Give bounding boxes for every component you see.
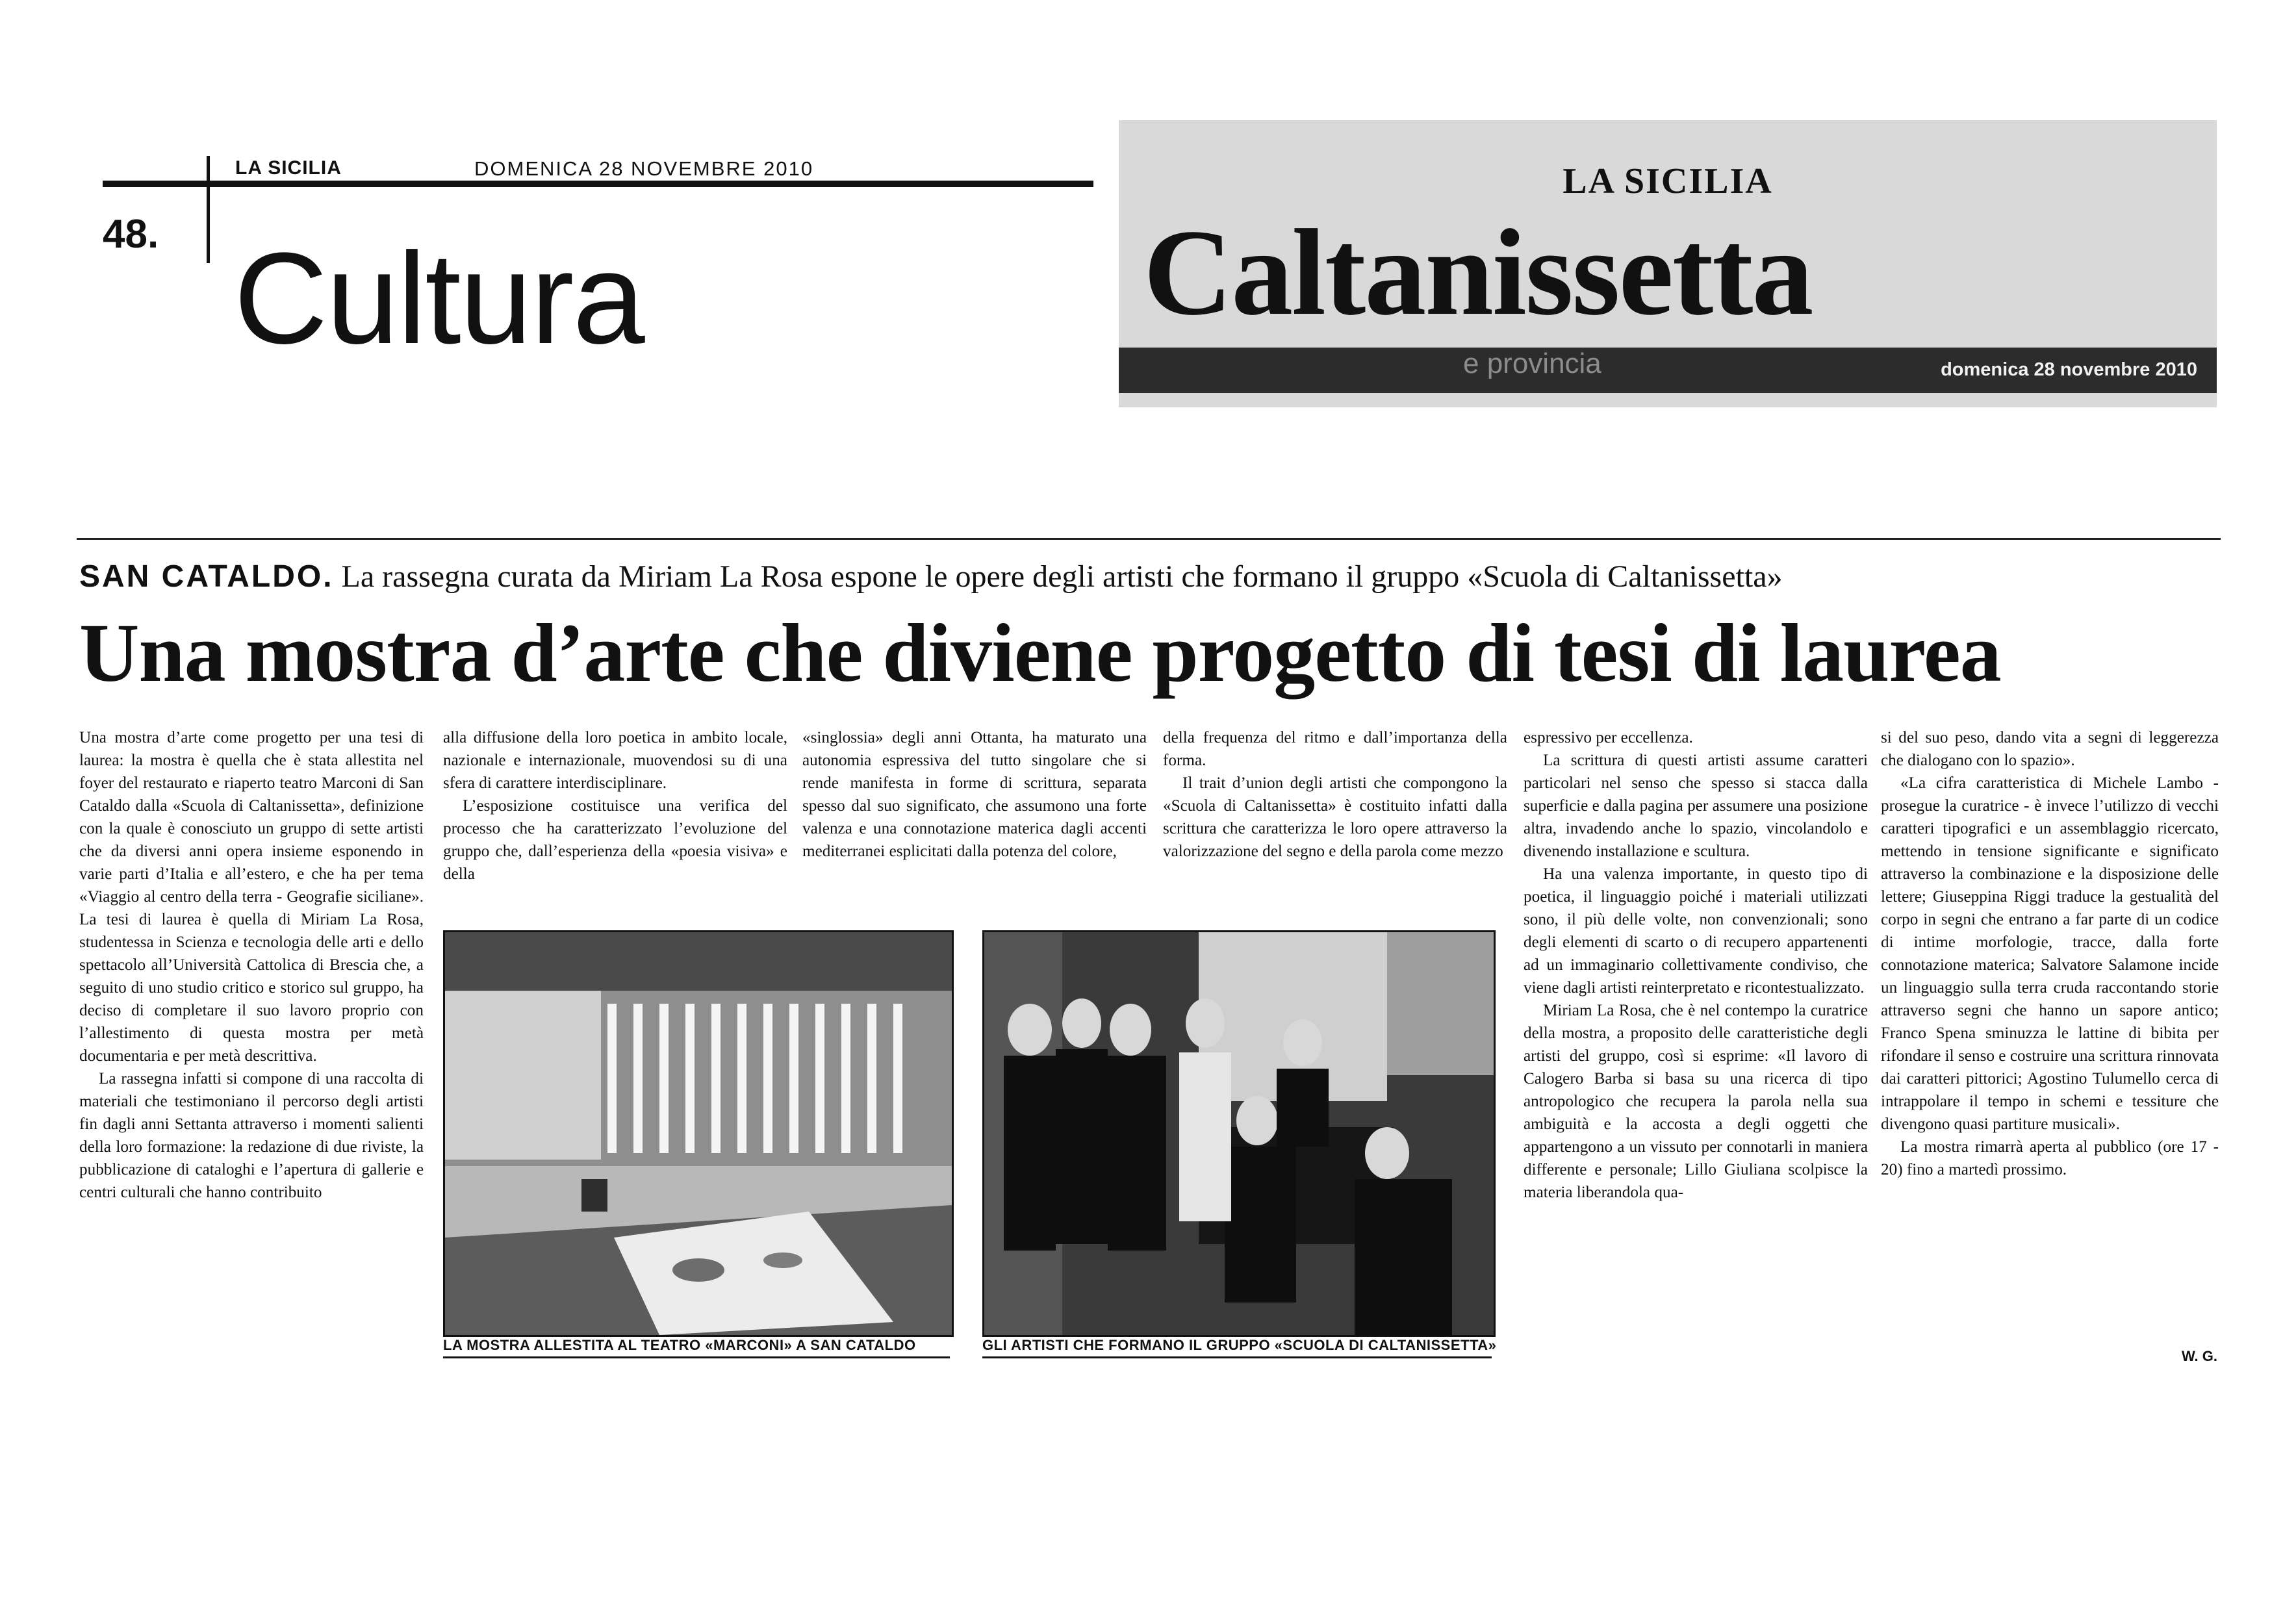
article-column-1 xyxy=(79,726,424,1376)
author-signature: W. G. xyxy=(2182,1348,2217,1364)
artists-photo xyxy=(982,930,1496,1337)
header-date: DOMENICA 28 NOVEMBRE 2010 xyxy=(474,157,814,180)
artists-photo-illustration xyxy=(984,932,1494,1335)
paragraph: alla diffusione della loro poetica in ambito locale, nazionale e internazionale, muovendosi su di una sfera di carattere interdisciplinare. xyxy=(443,729,787,792)
paragraph: della frequenza del ritmo e dall’importanza della forma. xyxy=(1163,729,1507,769)
paragraph: Il trait d’union degli artisti che compongono la «Scuola di Caltanissetta» è costituito infatti dalla scrittura che caratterizza le loro opere attraverso la valorizzazione del segno e della parola come mezzo xyxy=(1163,774,1507,860)
paragraph: «La cifra caratteristica di Michele Lambo - prosegue la curatrice - è invece l’utilizzo di vecchi caratteri tipografici e un assemblaggio ricercato, mettendo in tensione significante e significato attraverso la combinazione e la disposizione delle lettere; Giuseppina Riggi traduce la gestualità del corpo in segni che entrano a far parte di un codice di intime morfologie, tracce, dalla forte connotazione materica; Salvatore Salamone incide un linguaggio sulla terra cruda raccontando storie attraverso segni che hanno un sapore antico; Franco Spena sminuzza le lattine di bibita per rifondare il senso e costruire una scrittura rinnovata dai caratteri pittorici; Agostino Tulumello cerca di intrappolare il tempo in schemi e tessiture che divengono quasi partiture musicali». xyxy=(1881,774,2219,1133)
caption-rule-2 xyxy=(982,1356,1492,1358)
paragraph: Miriam La Rosa, che è nel contempo la curatrice della mostra, a proposito delle caratteristiche degli artisti del gruppo, così si esprime: «Il lavoro di Calogero Barba si basa su una ricerca di tipo antropologico che recupera la parola nella sua ambiguità e la accosta a degli oggetti che appartengono a un vissuto per connotarli in maniera differente e personale; Lillo Giuliana scolpisce la materia liberandola qua- xyxy=(1524,1002,1868,1201)
paragraph: L’esposizione costituisce una verifica del processo che ha caratterizzato l’evoluzione del gruppo che, dall’esperienza della «poesia visiva» e della xyxy=(443,797,787,883)
article-column-4 xyxy=(1163,726,1507,934)
article-top-rule xyxy=(77,538,2221,540)
article-column-3 xyxy=(802,726,1147,934)
masthead-city: Caltanissetta xyxy=(1143,205,1813,341)
page-number: 48. xyxy=(103,212,159,257)
masthead-subtitle: e provincia xyxy=(1463,348,1601,379)
article-column-6 xyxy=(1881,726,2219,1376)
exhibition-photo-caption: LA MOSTRA ALLESTITA AL TEATRO «MARCONI» A SAN CATALDO xyxy=(443,1337,916,1353)
masthead-date: domenica 28 novembre 2010 xyxy=(1941,359,2197,380)
header-divider xyxy=(207,156,210,263)
article-column-5 xyxy=(1524,726,1868,1376)
section-title: Cultura xyxy=(234,226,644,371)
paragraph: La rassegna infatti si compone di una raccolta di materiali che testimoniano il percorso degli artisti fin dagli anni Settanta attraverso i momenti salienti della loro formazione: la redazione di due riviste, la pubblicazione di cataloghi e l’apertura di gallerie e centri culturali che hanno contribuito xyxy=(79,1070,424,1201)
header-rule xyxy=(103,181,1093,187)
masthead-paper-name: LA SICILIA xyxy=(1563,161,1773,201)
masthead xyxy=(1119,120,2217,407)
header-paper-name: LA SICILIA xyxy=(235,157,342,179)
paragraph: «singlossia» degli anni Ottanta, ha maturato una autonomia espressiva del tutto singolare che si rende manifesta in forme di scrittura, separata spesso dal suo significato, che assumono una forte valenza e una connotazione materica dagli accenti mediterranei esplicitati dalla potenza del colore, xyxy=(802,729,1147,860)
kicker-text: La rassegna curata da Miriam La Rosa espone le opere degli artisti che formano il gruppo «Scuola di Caltanissetta» xyxy=(341,559,1783,594)
paragraph: Ha una valenza importante, in questo tipo di poetica, il linguaggio poiché i materiali utilizzati sono, il più delle volte, non convenzionali; sono degli elementi di scarto o di recupero appartenenti ad un immaginario collettivamente condiviso, che viene dagli artisti reinterpretato e ricontestualizzato. xyxy=(1524,865,1868,997)
article-kicker xyxy=(79,559,1783,594)
article-column-2 xyxy=(443,726,787,934)
paragraph: espressivo per eccellenza. xyxy=(1524,729,1693,746)
exhibition-photo xyxy=(443,930,954,1337)
kicker-place: SAN CATALDO. xyxy=(79,559,334,594)
paragraph: Una mostra d’arte come progetto per una tesi di laurea: la mostra è quella che è stata allestita nel foyer del restaurato e riaperto teatro Marconi di San Cataldo dalla «Scuola di Caltanissetta», definizione con la quale è conosciuto un gruppo di sette artisti che da diversi anni opera insieme esponendo in varie parti d’Italia e all’estero, e che ha per tema «Viaggio al centro della terra - Geografie siciliane». La tesi di laurea è quella di Miriam La Rosa, studentessa in Scienza e tecnologia delle arti e dello spettacolo all’Università Cattolica di Brescia che, a seguito di uno studio critico e storico sul gruppo, ha deciso di completare il suo lavoro proprio con l’allestimento di questa mostra per metà documentaria e per metà descrittiva. xyxy=(79,729,424,1065)
artists-photo-caption: GLI ARTISTI CHE FORMANO IL GRUPPO «SCUOLA DI CALTANISSETTA» xyxy=(982,1337,1497,1353)
paragraph: La scrittura di questi artisti assume caratteri particolari nel senso che spesso si stacca dalla superficie e dalla pagina per assumere una posizione altra, invadendo anche lo spazio, vincolandolo e divenendo installazione e scultura. xyxy=(1524,752,1868,860)
caption-rule-1 xyxy=(443,1356,950,1358)
exhibition-photo-illustration xyxy=(445,932,952,1335)
paragraph: La mostra rimarrà aperta al pubblico (ore 17 - 20) fino a martedì prossimo. xyxy=(1881,1138,2219,1178)
article-headline: Una mostra d’arte che diviene progetto di tesi di laurea xyxy=(79,607,2001,699)
paragraph: si del suo peso, dando vita a segni di leggerezza che dialogano con lo spazio». xyxy=(1881,729,2219,769)
